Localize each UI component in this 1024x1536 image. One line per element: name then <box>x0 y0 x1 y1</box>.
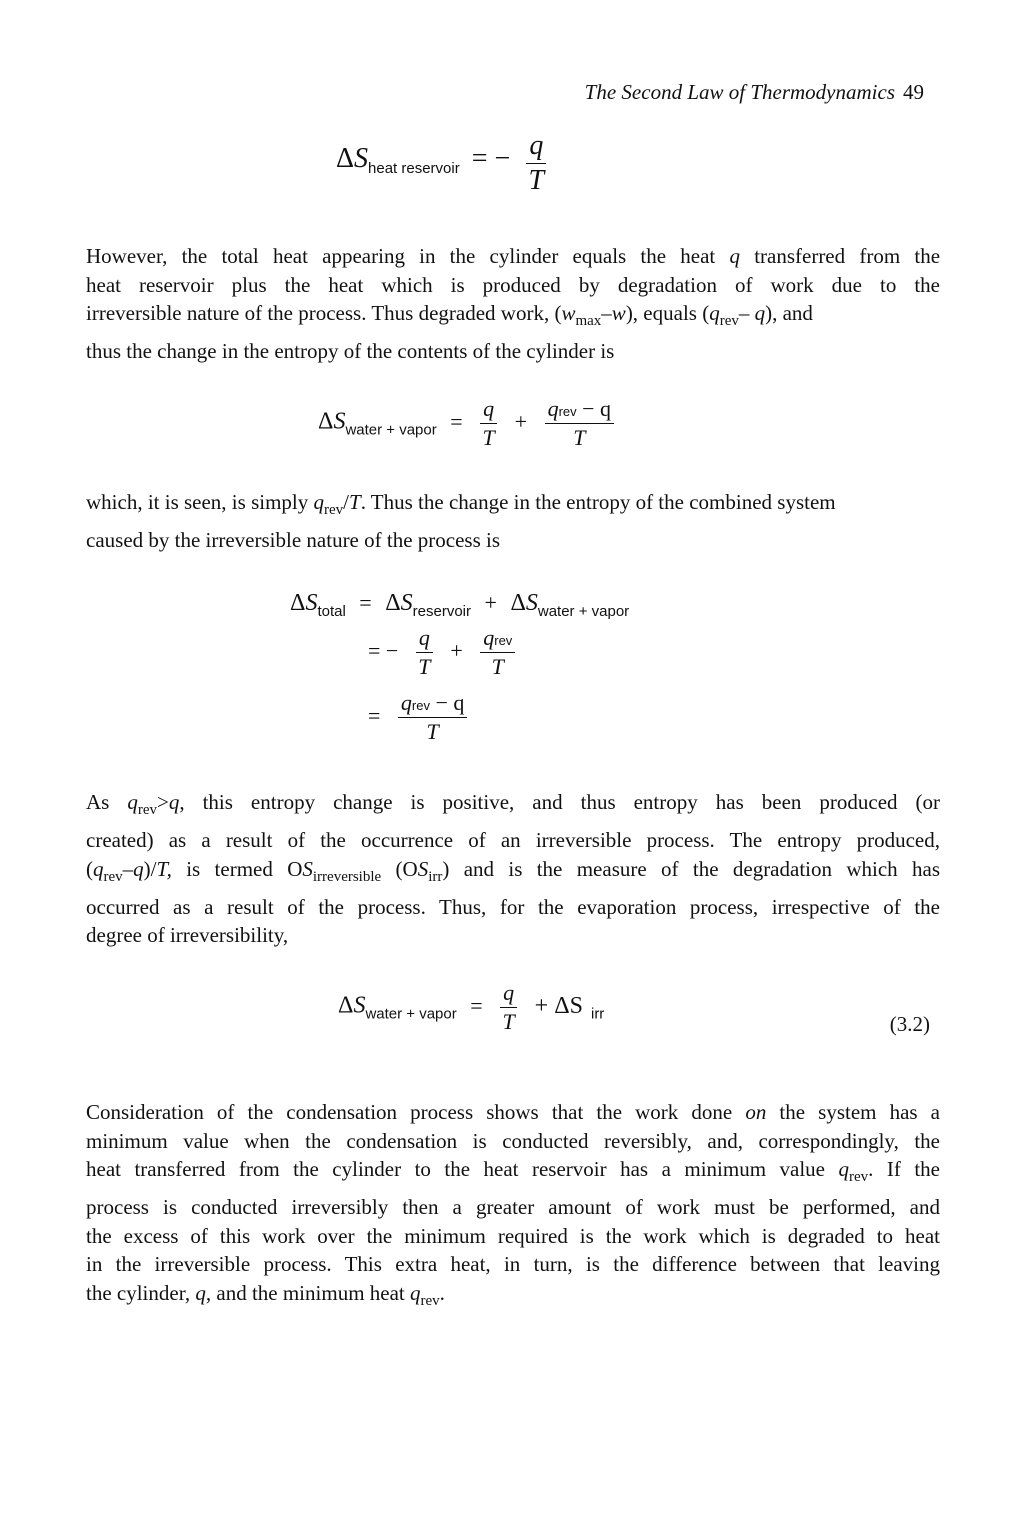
p4-line-3: heat transferred from the cylinder to the heat reservoir has a minimum value $q_{rev}$. If the <box>86 1157 940 1185</box>
p1-line-3: irreversible nature of the process. Thus degraded work, $(w_{max}-w)$, equals ($q_{rev}-$ q), and <box>86 301 813 329</box>
p3-line-3: $(q_{rev}-q)/T$, is termed $OS_{irreversible}$ $(OS_{irr})$ and is the measure of the degradation which has <box>86 856 940 885</box>
p4-line-5: the excess of this work over the minimum required is the work which is degraded to heat <box>86 1223 940 1248</box>
p3-line-1: As $q_{rev}>q$, this entropy change is positive, and thus entropy has been produced (or <box>86 790 941 818</box>
running-header <box>585 80 924 105</box>
eq1-lhs-subscript: heat reservoir <box>368 160 460 178</box>
eq2-lhs-subscript: water + vapor <box>345 421 437 439</box>
equation-total-line-2: = − $\frac{q}{T}$ + $\frac{\text{qrev}}{T}$ <box>360 625 519 680</box>
eq2-fraction-2: $\frac{\text{qrev − q}}{T}$ <box>545 396 614 451</box>
p1-line-1: However, the total heat appearing in the cylinder equals the heat q transferred from the <box>86 244 941 268</box>
p4-line-2: minimum value when the condensation is conducted reversibly, and, correspondingly, the <box>86 1128 940 1153</box>
p3-line-5: degree of irreversibility, <box>86 923 289 947</box>
equation-water-vapor: $\Delta S_{water + vapor}$ = $\frac{q}{T}$ + $\frac{\text{qrev − q}}{T}$ <box>318 396 618 451</box>
eq1-fraction <box>526 130 546 197</box>
equation-total-line-1: $\Delta S_{total} = \Delta S_{reservoir} + \Delta S_{water + vapor}$ <box>290 590 630 620</box>
page-number: 49 <box>903 80 924 104</box>
paragraph-1 <box>86 242 940 366</box>
paragraph-2 <box>86 488 940 555</box>
p4-line-7: the cylinder, q, and the minimum heat $q_{rev}$. <box>86 1280 445 1309</box>
paragraph-3 <box>86 788 940 950</box>
p1-line-2: heat reservoir plus the heat which is produced by degradation of work due to the <box>86 272 940 297</box>
p2-line-1: which, it is seen, is simply $q_{rev}/T$. Thus the change in the entropy of the combined system <box>86 490 836 518</box>
p2-line-2: caused by the irreversible nature of the process is <box>86 528 501 552</box>
eq1-denominator: T <box>528 165 545 196</box>
p4-line-6: in the irreversible process. This extra heat, in turn, is the difference between that leaving <box>86 1252 940 1276</box>
eq1-numerator: q <box>526 130 546 164</box>
p3-line-2: created) as a result of the occurrence of an irreversible process. The entropy produced, <box>86 828 940 852</box>
eq1-sign: = − <box>471 143 511 175</box>
header-title: The Second Law of Thermodynamics <box>584 80 895 104</box>
p4-line-4: process is conducted irreversibly then a greater amount of work must be performed, and <box>86 1195 940 1219</box>
equation-number: (3.2) <box>889 1012 930 1036</box>
eq2-fraction-1: $\frac{q}{T}$ <box>480 396 497 451</box>
p4-line-1: Consideration of the condensation process shows that the work done on the system has a <box>86 1100 940 1124</box>
equation-3-2: $\Delta S_{water + vapor}$ = $\frac{q}{T}$ + ΔS $_{irr}$ <box>338 980 605 1034</box>
paragraph-4 <box>86 1098 940 1307</box>
equation-total-line-3: = $\frac{\text{qrev − q}}{T}$ <box>360 690 471 745</box>
p1-line-4: thus the change in the entropy of the contents of the cylinder is <box>86 339 615 363</box>
p3-line-4: occurred as a result of the process. Thus, for the evaporation process, irrespective of the <box>86 894 940 919</box>
equation-heat-reservoir: ΔSheat reservoir = − $\frac{q}{T}$ <box>336 130 550 197</box>
